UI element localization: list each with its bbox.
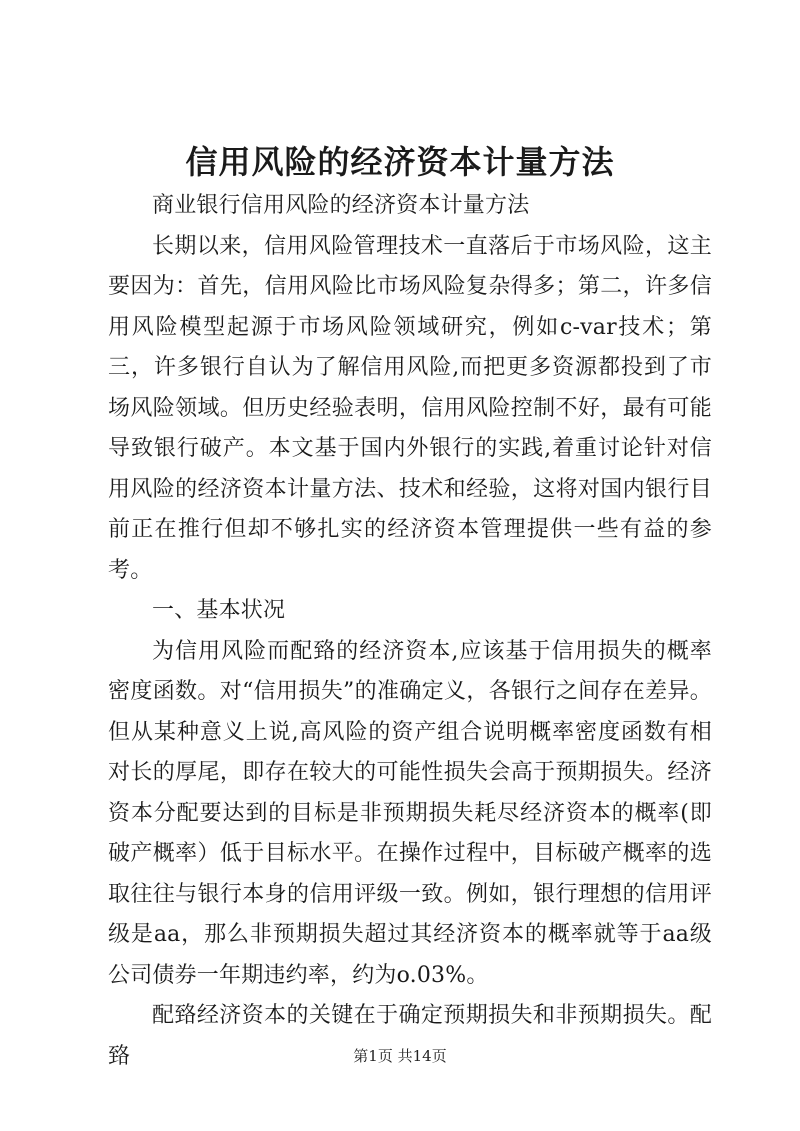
intro-paragraph: 长期以来，信用风险管理技术一直落后于市场风险，这主要因为：首先，信用风险比市场风险复杂得多；第二，许多信用风险模型起源于市场风险领域研究，例如c-var技术；第三，许多银行自认为了解信用风险,而把更多资源都投到了市场风险领域。但历史经验表明，信用风险控制不好，最有可能导致银行破产。本文基于国内外银行的实践,着重讨论针对信用风险的经济资本计量方法、技术和经验，这将对国内银行目前正在推行但却不够扎实的经济资本管理提供一些有益的参考。	[108, 233, 712, 583]
subtitle-paragraph: 商业银行信用风险的经济资本计量方法	[152, 193, 530, 218]
document-title: 信用风险的经济资本计量方法	[185, 143, 615, 181]
basic-status-paragraph: 为信用风险而配臵的经济资本,应该基于信用损失的概率密度函数。对“信用损失”的准确定义，各银行之间存在差异。但从某种意义上说,高风险的资产组合说明概率密度函数有相对长的厚尾，即存在较大的可能性损失会高于预期损失。经济资本分配要达到的目标是非预期损失耗尽经济资本的概率(即破产概率）低于目标水平。在操作过程中，目标破产概率的选取往往与银行本身的信用评级一致。例如，银行理想的信用评级是aa，那么非预期损失超过其经济资本的概率就等于aa级公司债券一年期违约率，约为o.03%。	[108, 638, 712, 988]
allocation-paragraph: 配臵经济资本的关键在于确定预期损失和非预期损失。配臵	[108, 1003, 712, 1069]
document-body	[108, 186, 712, 1077]
page-number-footer: 第1页 共14页	[353, 1047, 447, 1065]
section-heading: 一、基本状况	[152, 598, 286, 623]
